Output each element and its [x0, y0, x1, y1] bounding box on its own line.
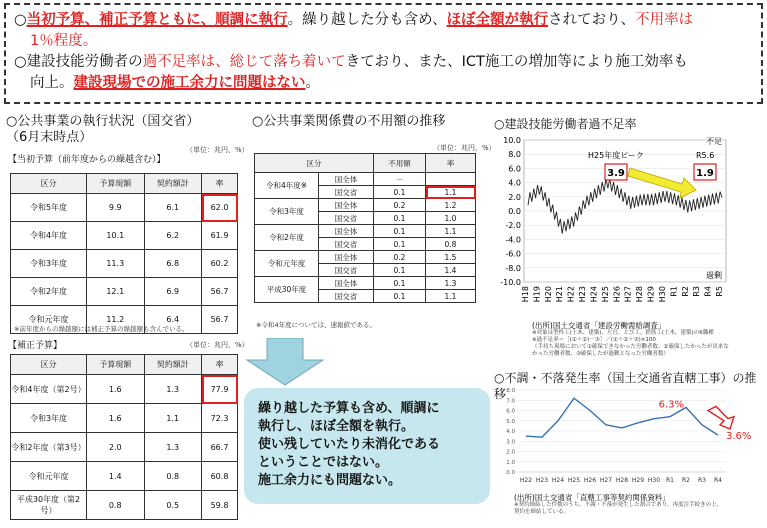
table-cell: 0.1 — [374, 264, 426, 277]
year-cell: 令和2年度 — [255, 225, 319, 251]
x-tick-label: H22 — [566, 286, 576, 303]
y-tick-label: 2.0 — [508, 192, 521, 202]
table-cell: 平成30年度（第2号） — [11, 491, 87, 520]
bottom-label: 過剰 — [706, 271, 722, 280]
table-cell: 0.8 — [87, 491, 145, 520]
table-cell: 国全体 — [319, 225, 374, 238]
table-cell: 0.2 — [374, 199, 426, 212]
col-header: 予算現額 — [87, 355, 145, 375]
y-tick-label: 0.0 — [506, 470, 515, 476]
table-cell: 令和2年度（第3号） — [11, 433, 87, 462]
x-tick-label: H18 — [521, 286, 530, 303]
x-tick-label: H26 — [612, 286, 622, 303]
note-line: ※対象は型枠工(土木、建築)、左官、とび工、鉄筋工(土木、建築)の6職種 — [532, 330, 714, 336]
table-cell: 6.2 — [144, 222, 202, 250]
table-cell: 国交省 — [319, 264, 374, 277]
y-tick-label: -4.0 — [505, 235, 521, 245]
note-line: かった労働者数、③確保したが過剰となった労働者数） — [532, 351, 669, 357]
note-line: （手持ち現場において①確保できなかった労働者数、②確保したかったが出来な — [532, 344, 729, 350]
chart1-source: (出所)国土交通省「建設労働需給調査」 — [532, 321, 666, 330]
x-tick-label: R2 — [682, 477, 690, 484]
year-cell: 令和3年度 — [255, 199, 319, 225]
conclusion-callout: 繰り越した予算も含め、順調に 執行し、ほぼ全額を執行。 使い残していたり未消化である ということではない。 施工余力にも問題ない。 — [244, 388, 490, 504]
supp-unit: （単位：兆円，%） — [186, 341, 249, 349]
table-cell: 2.0 — [87, 433, 145, 462]
table-cell: 1.0 — [426, 212, 476, 225]
table-cell: 令和5年度 — [11, 194, 87, 222]
table-row — [11, 433, 238, 462]
peak-value: 3.9 — [607, 168, 625, 179]
chart2-source: (出所)国土交通省「直轄工事等契約関係資料」 — [514, 493, 670, 502]
col-header: 予算現額 — [87, 174, 145, 194]
table-cell: 1.6 — [87, 404, 145, 433]
table-row — [11, 375, 238, 404]
low-label: 3.6% — [726, 431, 752, 443]
unused-amount-table — [254, 153, 476, 303]
x-tick-label: H20 — [543, 286, 553, 303]
table-cell: 56.7 — [202, 278, 238, 306]
y-tick-label: -10.0 — [500, 278, 521, 287]
table-cell: 0.1 — [374, 212, 426, 225]
table-cell: 1.2 — [426, 199, 476, 212]
table-cell: 62.0 — [202, 194, 238, 222]
table-cell: － — [374, 173, 426, 186]
x-tick-label: H30 — [657, 286, 667, 303]
table-cell: 0.5 — [144, 491, 202, 520]
x-tick-label: H24 — [589, 286, 599, 303]
section2-title: ○公共事業関係費の不用額の推移 — [252, 114, 446, 129]
table-row — [11, 278, 238, 306]
col-header: 不用額 — [374, 154, 426, 173]
table-cell: 6.8 — [144, 250, 202, 278]
table-cell: 77.9 — [202, 375, 238, 404]
x-tick-label: H19 — [532, 286, 542, 303]
y-tick-label: 2.0 — [506, 449, 515, 456]
col-header: 率 — [202, 174, 238, 194]
table-row — [11, 194, 238, 222]
col-header: 率 — [426, 154, 476, 173]
table-cell: 11.3 — [87, 250, 145, 278]
table-cell: 0.8 — [426, 238, 476, 251]
x-tick-label: H28 — [615, 477, 629, 484]
initial-budget-label: 【当初予算（前年度からの繰越含む）】 — [8, 155, 166, 165]
initial-budget-table — [10, 173, 238, 334]
down-arrow-icon — [245, 338, 325, 390]
y-tick-label: 0.0 — [508, 207, 521, 216]
col-header: 区分 — [11, 174, 87, 194]
table-cell: 1.3 — [144, 433, 202, 462]
table-cell: 国交省 — [319, 212, 374, 225]
high-label: 6.3% — [658, 399, 684, 411]
table-cell: 国交省 — [319, 290, 374, 303]
table-cell: 1.1 — [144, 404, 202, 433]
bid-failure-chart — [496, 384, 762, 498]
section1-unit: （単位：兆円，%） — [186, 146, 249, 154]
labor-shortage-chart — [490, 132, 746, 324]
note-line: ※過不足率＝［(①＋②)－③］／(①＋②＋③)×100 — [532, 337, 656, 343]
x-tick-label: H29 — [631, 477, 645, 484]
x-tick-label: H25 — [567, 477, 581, 484]
table-cell: 0.1 — [374, 225, 426, 238]
x-tick-label: H25 — [600, 286, 610, 303]
y-tick-label: 4.0 — [506, 429, 515, 435]
col-header: 契約額計 — [144, 355, 202, 375]
table-cell: 1.1 — [426, 186, 476, 199]
y-tick-label: 3.0 — [506, 439, 515, 446]
table-cell: 0.2 — [374, 251, 426, 264]
table-cell: 1.6 — [87, 375, 145, 404]
y-tick-label: 4.0 — [508, 178, 521, 188]
y-tick-label: -8.0 — [505, 263, 521, 273]
x-tick-label: H24 — [551, 477, 565, 484]
table-cell: 0.1 — [374, 290, 426, 303]
table-cell: 60.2 — [202, 250, 238, 278]
table-row — [11, 404, 238, 433]
table-cell: 1.5 — [426, 251, 476, 264]
x-tick-label: R2 — [680, 286, 690, 297]
table-cell: 66.7 — [202, 433, 238, 462]
x-tick-label: H27 — [623, 286, 633, 303]
y-tick-label: 6.0 — [508, 164, 521, 174]
table-cell: 国全体 — [319, 251, 374, 264]
table-cell: 0.1 — [374, 186, 426, 199]
summary-box — [4, 3, 763, 104]
summary-line-1: ○当初予算、補正予算ともに、順調に執行。繰り越した分も含め、ほぼ全額が執行されており、不用率は — [14, 12, 694, 28]
x-tick-label: R1 — [669, 286, 679, 297]
y-tick-label: 1.0 — [506, 459, 515, 466]
table-cell: 0.1 — [374, 277, 426, 290]
y-tick-label: -2.0 — [505, 221, 521, 231]
x-tick-label: H23 — [578, 286, 588, 303]
col-header: 区分 — [11, 355, 87, 375]
y-tick-label: 10.0 — [503, 136, 521, 145]
top-label: 不足 — [706, 137, 722, 146]
chart1-notes — [532, 330, 762, 358]
table-cell: 10.1 — [87, 222, 145, 250]
year-cell: 令和元年度 — [255, 251, 319, 277]
summary-line-2: ○建設技能労働者の過不足率は、総じて落ち着いてきており、また、ICT施工の増加等により施工効率も — [14, 54, 688, 70]
section2-unit: （単位：兆円，%） — [433, 144, 496, 152]
col-header: 契約額計 — [144, 174, 202, 194]
y-tick-label: 7.0 — [506, 398, 515, 405]
table-cell — [426, 173, 476, 186]
table-row — [11, 222, 238, 250]
x-tick-label: H23 — [535, 477, 549, 484]
series-line — [526, 398, 718, 437]
peak-label: H25年度ピーク — [588, 151, 644, 160]
table-cell: 12.1 — [87, 278, 145, 306]
table-cell: 令和元年度 — [11, 306, 87, 334]
x-tick-label: R5 — [715, 286, 724, 297]
table-cell: 令和2年度 — [11, 278, 87, 306]
table-cell: 0.8 — [144, 462, 202, 491]
table-cell: 国全体 — [319, 277, 374, 290]
table-cell: 国全体 — [319, 199, 374, 212]
table-row — [255, 251, 476, 264]
table-row — [255, 173, 476, 186]
table-cell: 72.3 — [202, 404, 238, 433]
year-cell: 令和4年度※ — [255, 173, 319, 199]
table-cell: 令和4年度（第2号） — [11, 375, 87, 404]
table-cell: 国交省 — [319, 186, 374, 199]
table-row — [255, 277, 476, 290]
table-cell: 1.1 — [426, 225, 476, 238]
table-cell: 60.8 — [202, 462, 238, 491]
table-cell: 6.1 — [144, 194, 202, 222]
table-cell: 1.3 — [144, 375, 202, 404]
table-cell: 9.9 — [87, 194, 145, 222]
table-cell: 6.9 — [144, 278, 202, 306]
y-tick-label: 8.0 — [506, 388, 515, 394]
supp-budget-table — [10, 354, 238, 520]
table-cell: 61.9 — [202, 222, 238, 250]
x-tick-label: H29 — [646, 286, 656, 303]
x-tick-label: R1 — [666, 477, 674, 484]
table-cell: 1.3 — [426, 277, 476, 290]
section2-note: ※令和4年度については、速報値である。 — [256, 321, 376, 329]
note-line: 契約を締結している。 — [514, 509, 570, 515]
x-tick-label: H26 — [583, 477, 597, 484]
note-line: ※契約締結した件数のうち、不調・不落が発生した割合であり、再度注手続きの上、 — [514, 502, 723, 508]
x-tick-label: R4 — [714, 477, 722, 484]
table-cell: 国全体 — [319, 173, 374, 186]
table-cell: 0.1 — [374, 238, 426, 251]
year-cell: 平成30年度 — [255, 277, 319, 303]
x-tick-label: H21 — [555, 286, 565, 303]
summary-line-1b: 1％程度。 — [30, 33, 98, 49]
x-tick-label: H27 — [599, 477, 613, 484]
trend-arrow-icon — [628, 168, 696, 198]
x-tick-label: H30 — [647, 477, 661, 484]
y-tick-label: 8.0 — [508, 150, 521, 160]
x-tick-label: R4 — [703, 286, 713, 297]
table-cell: 11.2 — [87, 306, 145, 334]
x-tick-label: R3 — [692, 286, 702, 297]
table-cell: 令和3年度 — [11, 404, 87, 433]
table-cell: 56.7 — [202, 306, 238, 334]
y-tick-label: 6.0 — [506, 408, 515, 415]
table-cell: 令和4年度 — [11, 222, 87, 250]
chart2-notes — [514, 502, 764, 516]
table-cell: 6.4 — [144, 306, 202, 334]
table-row — [11, 491, 238, 520]
chart2-title: ○不調・不落発生率（国土交通省直轄工事）の推移 — [494, 371, 757, 401]
table-row — [11, 250, 238, 278]
latest-label: R5.6 — [696, 151, 715, 160]
x-tick-label: R3 — [698, 477, 706, 484]
chart1-title: ○建設技能労働者過不足率 — [494, 117, 637, 131]
table-row — [255, 225, 476, 238]
table-cell: 1.4 — [426, 264, 476, 277]
down-trend-arrow-icon — [708, 406, 734, 429]
section1-title: ○公共事業の執行状況（国交省） （6月末時点） — [6, 114, 200, 145]
y-tick-label: 5.0 — [506, 418, 515, 425]
table-cell: 1.4 — [87, 462, 145, 491]
latest-value: 1.9 — [696, 168, 714, 179]
initial-note: ※前年度からの繰越額には補正予算の繰越額も含んでいる。 — [14, 325, 189, 333]
table-row — [11, 462, 238, 491]
table-row — [255, 199, 476, 212]
table-cell: 1.1 — [426, 290, 476, 303]
y-tick-label: -6.0 — [505, 249, 521, 259]
x-tick-label: H28 — [635, 286, 645, 303]
col-header: 率 — [202, 355, 238, 375]
x-tick-label: H22 — [519, 477, 533, 484]
table-cell: 国交省 — [319, 238, 374, 251]
table-cell: 令和元年度 — [11, 462, 87, 491]
supp-budget-label: 【補正予算】 — [8, 341, 63, 351]
table-cell: 59.8 — [202, 491, 238, 520]
col-header: 区分 — [255, 154, 374, 173]
table-cell: 令和3年度 — [11, 250, 87, 278]
summary-line-2b: 向上。建設現場での施工余力に問題はない。 — [30, 75, 320, 91]
